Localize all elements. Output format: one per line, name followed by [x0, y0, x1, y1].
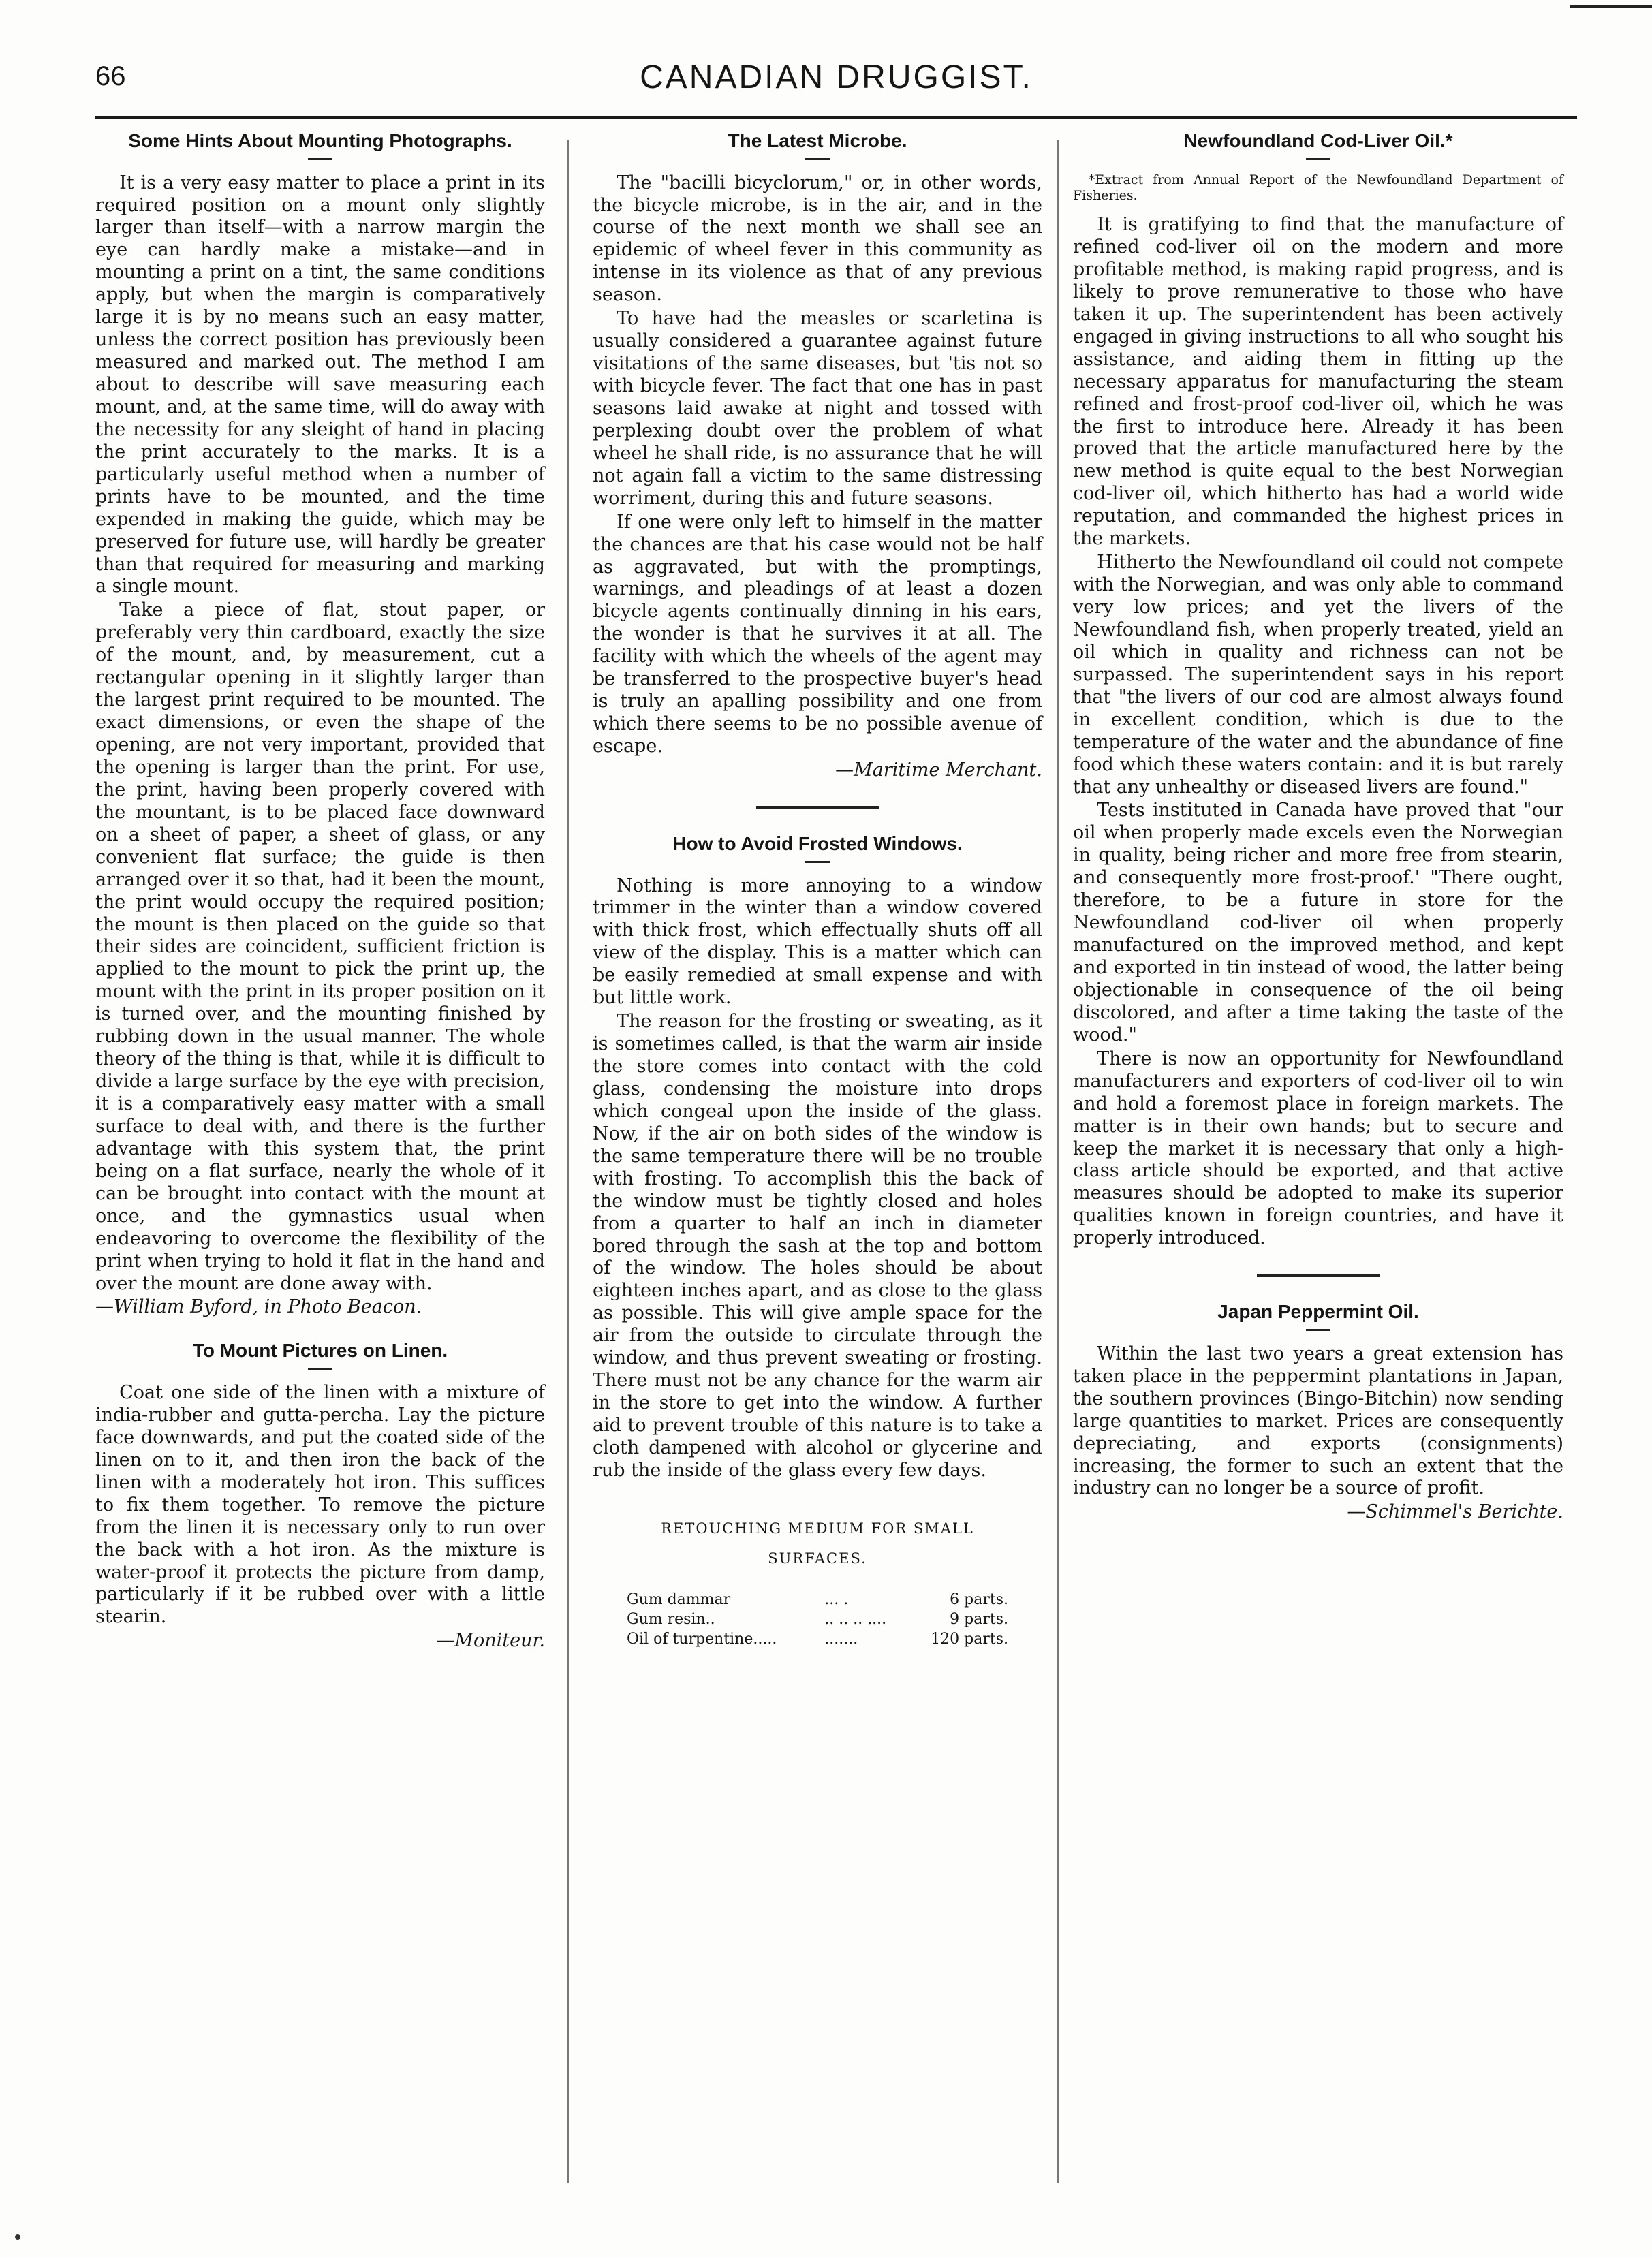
article-title: How to Avoid Frosted Windows. [672, 832, 963, 854]
ingredient-dots: ... . [824, 1591, 849, 1608]
ingredient-amount: 120 parts. [931, 1631, 1008, 1648]
retouching-formula [593, 1514, 1042, 1649]
formula-row [627, 1590, 1008, 1610]
article-paragraph: The reason for the frosting or sweating, as it is sometimes called, is that the warm air inside the store comes into contact with the cold glass, condensing the moisture into drops which congeal upon the inside of the glass. Now, if the air on both sides of the window is the same temperature there will be no trouble with frosting. To accomplish this the back of the window must be tightly closed and holes from a quarter to half an inch in diameter bored through the sash at the top and bottom of the window. The holes should be about eighteen inches apart, and as close to the glass as possible. This will give ample space for the air from the outside to circulate through the window, and thus prevent sweating or frosting. There must not be any chance for the warm air in the store to get into the window. A further aid to prevent trouble of this nature is to take a cloth dampened with alcohol or glycerine and rub the inside of the glass every few days. [593, 1011, 1042, 1481]
title-dash [308, 1368, 332, 1370]
article-mount-on-linen [95, 1339, 545, 1652]
article-paragraph: If one were only left to himself in the matter the chances are that his case would not be half as aggravated, but with the promptings, warnings, and pleadings of at least a dozen bicycle agents continually dinning in his ears, the wonder is that he survives it at all. The facility with which the wheels of the agent may be transferred to the prospective buyer's head is truly an apalling possibility and one from which there seems to be no possible avenue of escape. [593, 511, 1042, 757]
article-frosted-windows [593, 832, 1042, 1482]
header-rule [95, 116, 1577, 119]
formula-row [627, 1629, 1008, 1649]
section-separator [1257, 1274, 1380, 1277]
article-mounting-photographs [95, 129, 545, 1319]
column-middle [593, 129, 1042, 1649]
article-paragraph: It is a very easy matter to place a print in its required position on a mount only slightly larger than itself—with a narrow margin the eye can hardly make a mistake—and in mounting a print on a tint, the same conditions apply, but when the margin is comparatively large it is by no means such an easy matter, unless the correct position has previously been measured and marked out. The method I am about to describe will save measuring each mount, and, at the same time, will do away with the necessity for any sleight of hand in placing the print accurately to the marks. It is a particularly useful method when a number of prints have to be mounted, and the time expended in making the guide, which may be preserved for future use, will hardly be greater than that required for measuring and marking a single mount. [95, 172, 545, 597]
article-japan-peppermint [1073, 1300, 1563, 1524]
article-title: The Latest Microbe. [728, 130, 907, 151]
column-divider [1057, 140, 1059, 2183]
ingredient-dots: ....... [824, 1631, 858, 1648]
title-dash [308, 158, 332, 160]
article-paragraph: The "bacilli bicyclorum," or, in other words, the bicycle microbe, is in the air, and in the course of the next month we shall see an epidemic of wheel fever in this community as intense in its violence as that of any previous season. [593, 172, 1042, 306]
publication-title: CANADIAN DRUGGIST. [640, 59, 1033, 95]
title-dash [1306, 158, 1330, 160]
ingredient-name: Oil of turpentine..... [627, 1631, 777, 1648]
article-paragraph: To have had the measles or scarletina is usually considered a guarantee against future visitations of the same diseases, but 'tis not so with bicycle fever. The fact that one has in past seasons laid awake at night and tossed with perplexing doubt over the problem of what wheel he shall ride, is no assurance that he will not again fall a victim to the same distressing worriment, during this and future seasons. [593, 308, 1042, 509]
article-latest-microbe [593, 129, 1042, 782]
article-paragraph: There is now an opportunity for Newfoundland manufacturers and exporters of cod-liver oil to win and hold a foremost place in foreign markets. The matter is in their own hands; but to secure and keep the market it is necessary that only a high-class article should be exported, and that active measures should be adopted to make its superior qualities known in foreign countries, and have it properly introduced. [1073, 1048, 1563, 1249]
column-divider [567, 140, 569, 2183]
article-title: Japan Peppermint Oil. [1217, 1301, 1419, 1323]
title-dash [1306, 1329, 1330, 1331]
article-title: Some Hints About Mounting Photographs. [128, 130, 512, 151]
formula-row [627, 1610, 1008, 1629]
article-paragraph: Hitherto the Newfoundland oil could not compete with the Norwegian, and was only able to command very low prices; and yet the livers of the Newfoundland fish, when properly treated, yield an oil which in quality and richness can not be surpassed. The superintendent says in his report that "the livers of our cod are almost always found in excellent condition, which is due to the temperature of the water and the abundance of fine food which these waters contain: and it is but rarely that any unhealthy or diseased livers are found." [1073, 552, 1563, 798]
corner-scan-mark [1570, 5, 1652, 8]
article-paragraph: Within the last two years a great extension has taken place in the peppermint plantations in Japan, the southern provinces (Bingo-Bitchin) now sending large quantities to market. Prices are consequently depreciating, and exports (consignments) increasing, the former to such an extent that the industry can no longer be a source of profit. [1073, 1343, 1563, 1499]
title-dash [805, 861, 830, 863]
formula-title-line: RETOUCHING MEDIUM FOR SMALL [661, 1520, 974, 1537]
title-dash [805, 158, 830, 160]
article-footnote: *Extract from Annual Report of the Newfoundland Department of Fisheries. [1073, 172, 1563, 204]
article-attribution: —Moniteur. [436, 1630, 545, 1652]
article-attribution: —Schimmel's Berichte. [1347, 1501, 1563, 1523]
formula-title [593, 1514, 1042, 1573]
article-paragraph: Nothing is more annoying to a window trimmer in the winter than a window covered with thick frost, which effectually shuts off all view of the display. This is a matter which can be easily remedied at small expense and with but little work. [593, 875, 1042, 1009]
article-paragraph: Coat one side of the linen with a mixture of india-rubber and gutta-percha. Lay the picture face downwards, and put the coated side of the linen on to it, and then iron the back of the linen with a moderately hot iron. This suffices to fix them together. To remove the picture from the linen it is necessary only to run over the back with a hot iron. As the mixture is water-proof it protects the picture from damp, particularly if it be rubbed over with a little stearin. [95, 1382, 545, 1628]
article-paragraph: Tests instituted in Canada have proved that "our oil when properly made excels even the Norwegian in quality, being richer and more free from stearin, and consequently more frost-proof.' "There ought, therefore, to be a future in store for the Newfoundland cod-liver oil when properly manufactured on the improved method, and kept and exported in tin instead of wood, the latter being objectionable in consequence of the oil being discolored, and after a time taking the taste of the wood." [1073, 800, 1563, 1046]
page-header [95, 54, 1577, 102]
section-separator [756, 806, 879, 809]
article-attribution: —William Byford, in Photo Beacon. [95, 1296, 422, 1318]
column-left [95, 129, 545, 1654]
article-paragraph: Take a piece of flat, stout paper, or preferably very thin cardboard, exactly the size of the mount, and, by measurement, cut a rectangular opening in it slightly larger than the largest print required to be mounted. The exact dimensions, or even the shape of the opening, are not very important, provided that the opening is larger than the print. For use, the print, having been properly covered with the mountant, is to be placed face downward on a sheet of paper, a sheet of glass, or any convenient flat surface; the guide is then arranged over it so that, had it been the mount, the print would occupy the required position; the mount is then placed on the guide so that their sides are coincident, sufficient friction is applied to the mount to pick the print up, the mount with the print in its proper position on it is turned over, and the mounting finished by rubbing down in the usual manner. The whole theory of the thing is that, while it is difficult to divide a large surface by the eye with precision, it is a comparatively easy matter with a small surface to deal with, and there is the further advantage with this system that, the print being on a flat surface, nearly the whole of it can be brought into contact with the mount at once, and the gymnastics usual when endeavoring to overcome the flexibility of the print when trying to hold it flat in the hand and over the mount are done away with. [95, 599, 545, 1294]
column-right [1073, 129, 1563, 1525]
article-title: To Mount Pictures on Linen. [192, 1340, 448, 1362]
article-paragraph: It is gratifying to find that the manufacture of refined cod-liver oil on the modern and more profitable method, is making rapid progress, and is likely to prove remunerative to those who have taken it up. The superintendent has been actively engaged in giving instructions to all who sought his assistance, and aiding them in fitting up the necessary apparatus for manufacturing the steam refined and frost-proof cod-liver oil, which he was the first to introduce here. Already it has been proved that the article manufactured here by the new method is quite equal to the best Norwegian cod-liver oil, which hitherto has had a world wide reputation, and commanded the highest prices in the markets. [1073, 214, 1563, 550]
article-title: Newfoundland Cod-Liver Oil.* [1183, 130, 1453, 151]
formula-title-line: SURFACES. [768, 1550, 867, 1567]
article-attribution: —Maritime Merchant. [835, 759, 1042, 781]
page-mark-dot [15, 2234, 20, 2240]
ingredient-name: Gum dammar [627, 1591, 731, 1608]
ingredient-dots: .. .. .. .... [824, 1611, 887, 1628]
formula-table [627, 1590, 1008, 1649]
ingredient-amount: 6 parts. [950, 1591, 1008, 1608]
ingredient-amount: 9 parts. [950, 1611, 1008, 1628]
article-cod-liver-oil [1073, 129, 1563, 1250]
page-number: 66 [95, 61, 126, 91]
ingredient-name: Gum resin.. [627, 1611, 715, 1628]
